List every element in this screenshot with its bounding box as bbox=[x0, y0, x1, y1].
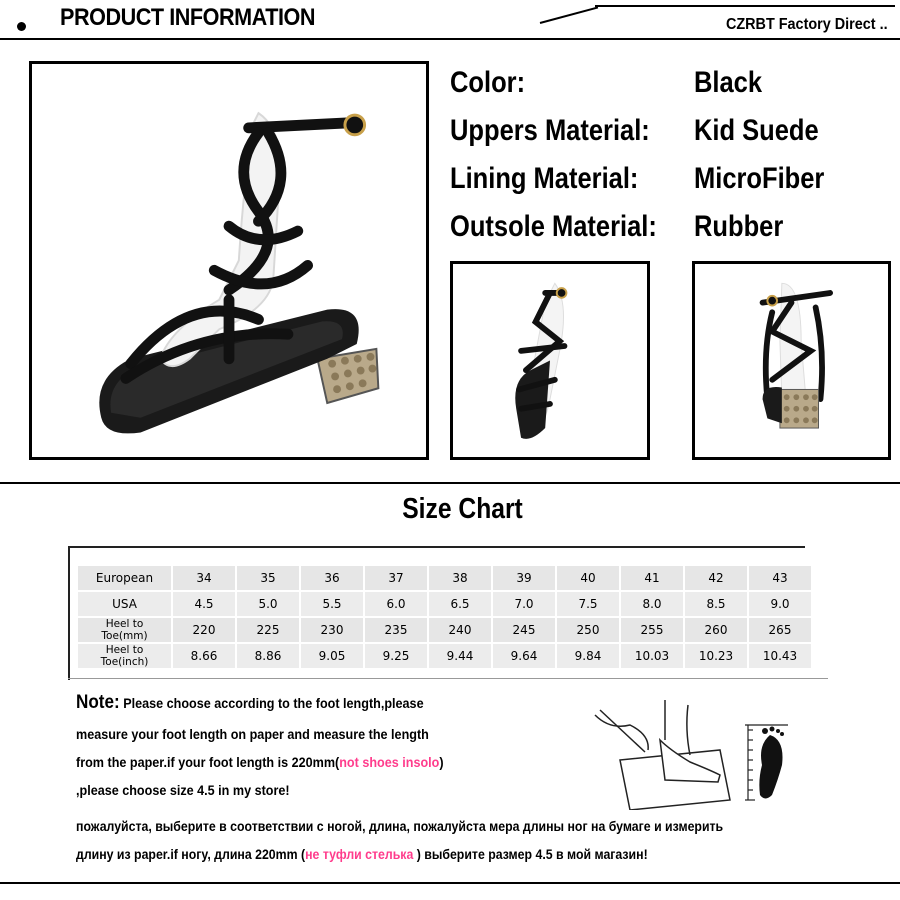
russian-note-line-2 bbox=[76, 846, 648, 862]
spec-value-uppers: Kid Suede bbox=[694, 114, 819, 147]
note-heading: Note: bbox=[76, 692, 120, 713]
table-cell: 38 bbox=[429, 566, 491, 590]
table-cell: 240 bbox=[429, 618, 491, 642]
table-cell: 9.0 bbox=[749, 592, 811, 616]
table-cell: 8.66 bbox=[173, 644, 235, 668]
row-label: Heel to Toe(inch) bbox=[78, 644, 171, 668]
note-text-1: Please choose according to the foot length,please bbox=[119, 695, 424, 711]
table-cell: 10.03 bbox=[621, 644, 683, 668]
table-cell: 9.05 bbox=[301, 644, 363, 668]
note-line-2: measure your foot length on paper and measure the length bbox=[76, 726, 429, 742]
table-row bbox=[78, 566, 811, 590]
table-cell: 9.84 bbox=[557, 644, 619, 668]
product-image-back bbox=[692, 261, 891, 460]
note-text-3b: ) bbox=[439, 754, 444, 770]
table-cell: 250 bbox=[557, 618, 619, 642]
table-cell: 35 bbox=[237, 566, 299, 590]
table-frame-left bbox=[68, 546, 70, 680]
table-cell: 5.5 bbox=[301, 592, 363, 616]
size-table bbox=[76, 564, 813, 670]
header-top-rule bbox=[595, 5, 895, 7]
note-highlight: not shoes insolo bbox=[339, 754, 440, 770]
spec-label-outsole: Outsole Material: bbox=[450, 210, 657, 243]
spec-label-uppers: Uppers Material: bbox=[450, 114, 650, 147]
table-cell: 34 bbox=[173, 566, 235, 590]
store-name: CZRBT Factory Direct .. bbox=[726, 16, 888, 33]
table-cell: 7.5 bbox=[557, 592, 619, 616]
sandal-side-illustration bbox=[453, 264, 647, 457]
table-cell: 10.43 bbox=[749, 644, 811, 668]
table-cell: 37 bbox=[365, 566, 427, 590]
note-line-1 bbox=[76, 692, 424, 714]
sandal-back-illustration bbox=[695, 264, 888, 457]
table-cell: 230 bbox=[301, 618, 363, 642]
spec-label-color: Color: bbox=[450, 66, 526, 99]
table-cell: 225 bbox=[237, 618, 299, 642]
section-divider bbox=[0, 482, 900, 484]
table-cell: 265 bbox=[749, 618, 811, 642]
table-cell: 235 bbox=[365, 618, 427, 642]
russian-text-2a: длину из paper.if ногу, длина 220mm ( bbox=[76, 846, 306, 862]
table-cell: 40 bbox=[557, 566, 619, 590]
table-cell: 5.0 bbox=[237, 592, 299, 616]
table-row bbox=[78, 592, 811, 616]
table-cell: 10.23 bbox=[685, 644, 747, 668]
table-row bbox=[78, 618, 811, 642]
section-title: PRODUCT INFORMATION bbox=[60, 4, 316, 31]
russian-highlight: не туфли стелька bbox=[305, 846, 414, 862]
spec-value-outsole: Rubber bbox=[694, 210, 784, 243]
russian-note-line-1: пожалуйста, выберите в соответствии с ногой, длина, пожалуйста мера длины ног на бумаге и измерить bbox=[76, 818, 724, 834]
header-rule bbox=[0, 38, 900, 40]
size-chart-title: Size Chart bbox=[402, 493, 523, 525]
table-frame-top bbox=[68, 546, 805, 548]
spec-value-lining: MicroFiber bbox=[694, 162, 825, 195]
table-cell: 36 bbox=[301, 566, 363, 590]
row-label: European bbox=[78, 566, 171, 590]
table-cell: 43 bbox=[749, 566, 811, 590]
note-line-4: ,please choose size 4.5 in my store! bbox=[76, 782, 290, 798]
foot-measure-illustration bbox=[570, 700, 800, 810]
table-cell: 8.86 bbox=[237, 644, 299, 668]
table-cell: 220 bbox=[173, 618, 235, 642]
table-cell: 8.0 bbox=[621, 592, 683, 616]
bullet-dot-icon bbox=[17, 22, 26, 31]
table-cell: 41 bbox=[621, 566, 683, 590]
russian-text-2b: ) выберите размер 4.5 в мой магазин! bbox=[413, 846, 648, 862]
table-cell: 7.0 bbox=[493, 592, 555, 616]
table-cell: 245 bbox=[493, 618, 555, 642]
spec-label-lining: Lining Material: bbox=[450, 162, 639, 195]
table-cell: 260 bbox=[685, 618, 747, 642]
table-cell: 42 bbox=[685, 566, 747, 590]
table-cell: 6.5 bbox=[429, 592, 491, 616]
spec-value-color: Black bbox=[694, 66, 763, 99]
header-slant-rule bbox=[540, 7, 598, 24]
table-cell: 255 bbox=[621, 618, 683, 642]
sandal-front-illustration bbox=[32, 64, 426, 457]
table-row bbox=[78, 644, 811, 668]
table-cell: 9.25 bbox=[365, 644, 427, 668]
note-line-3 bbox=[76, 754, 444, 770]
row-label: Heel to Toe(mm) bbox=[78, 618, 171, 642]
bottom-rule bbox=[0, 882, 900, 884]
table-cell: 8.5 bbox=[685, 592, 747, 616]
row-label: USA bbox=[78, 592, 171, 616]
table-cell: 6.0 bbox=[365, 592, 427, 616]
table-cell: 9.64 bbox=[493, 644, 555, 668]
product-image-side bbox=[450, 261, 650, 460]
note-text-3a: from the paper.if your foot length is 220mm( bbox=[76, 754, 340, 770]
table-cell: 9.44 bbox=[429, 644, 491, 668]
product-image-main bbox=[29, 61, 429, 460]
table-cell: 39 bbox=[493, 566, 555, 590]
table-frame-bottom bbox=[68, 678, 828, 679]
table-cell: 4.5 bbox=[173, 592, 235, 616]
